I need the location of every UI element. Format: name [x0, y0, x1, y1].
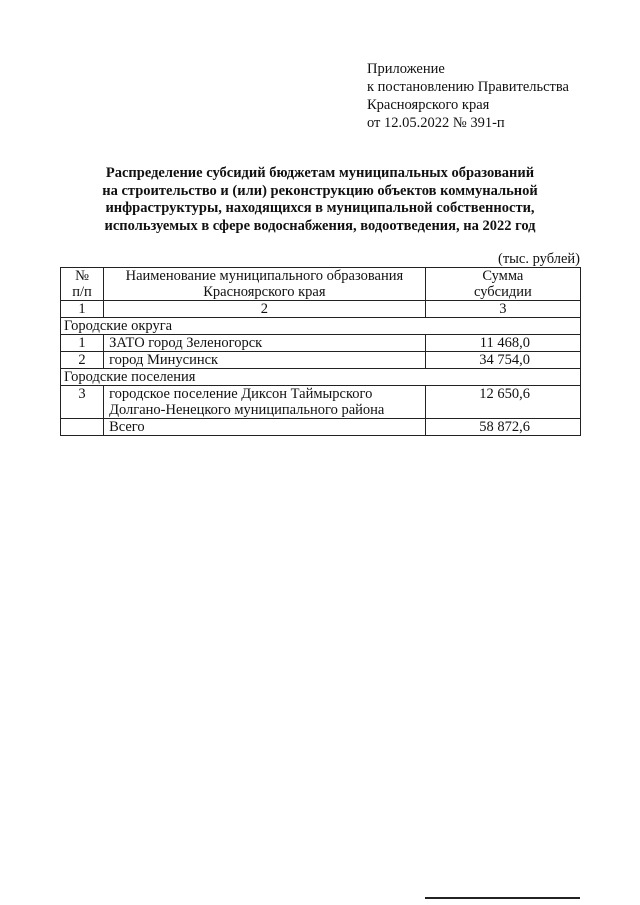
- row-name-line: Долгано-Ненецкого муниципального района: [109, 402, 385, 418]
- total-sum: 58 872,6: [425, 419, 580, 436]
- title-line: используемых в сфере водоснабжения, водоотведения, на 2022 год: [104, 217, 536, 234]
- index-cell: 3: [425, 301, 580, 318]
- annex-block: [367, 60, 569, 132]
- row-name: [104, 386, 426, 419]
- row-num: 1: [61, 335, 104, 352]
- annex-line: Приложение: [367, 61, 445, 77]
- header-num: [61, 268, 104, 301]
- header-sum-line: Сумма: [482, 268, 524, 284]
- table-row: [61, 335, 581, 352]
- section-label: Городские округа: [61, 318, 581, 335]
- row-num: 3: [61, 386, 104, 419]
- annex-line: к постановлению Правительства: [367, 79, 569, 95]
- units-label: (тыс. рублей): [498, 251, 580, 267]
- annex-line: Красноярского края: [367, 97, 490, 113]
- title-line: инфраструктуры, находящихся в муниципальной собственности,: [105, 200, 535, 216]
- title-line: Распределение субсидий бюджетам муниципальных образований: [105, 165, 535, 181]
- header-name-line: Наименование муниципального образования: [125, 268, 404, 284]
- subsidy-table: [60, 267, 581, 436]
- section-row: [61, 369, 581, 386]
- total-label: Всего: [104, 419, 426, 436]
- section-label: Городские поселения: [61, 369, 581, 386]
- title-line: на строительство и (или) реконструкцию объектов коммунальной: [102, 182, 538, 199]
- document-title: [60, 165, 580, 235]
- row-sum: 11 468,0: [425, 335, 580, 352]
- index-cell: 2: [104, 301, 426, 318]
- table-row: [61, 352, 581, 369]
- table-row: [61, 386, 581, 419]
- total-num: [61, 419, 104, 436]
- header-sum-line: субсидии: [473, 284, 532, 300]
- row-sum: 12 650,6: [425, 386, 580, 419]
- row-num: 2: [61, 352, 104, 369]
- row-sum: 34 754,0: [425, 352, 580, 369]
- annex-line: от 12.05.2022 № 391-п: [367, 115, 505, 131]
- header-name-line: Красноярского края: [203, 284, 326, 300]
- row-name: ЗАТО город Зеленогорск: [104, 335, 426, 352]
- row-name: город Минусинск: [104, 352, 426, 369]
- header-num-line: №: [75, 268, 89, 284]
- total-row: [61, 419, 581, 436]
- footer-line: [425, 897, 580, 899]
- index-cell: 1: [61, 301, 104, 318]
- header-num-line: п/п: [72, 284, 92, 300]
- header-row: [61, 268, 581, 301]
- row-name-line: городское поселение Диксон Таймырского: [109, 386, 373, 402]
- header-name: [104, 268, 426, 301]
- section-row: [61, 318, 581, 335]
- index-row: [61, 301, 581, 318]
- header-sum: [425, 268, 580, 301]
